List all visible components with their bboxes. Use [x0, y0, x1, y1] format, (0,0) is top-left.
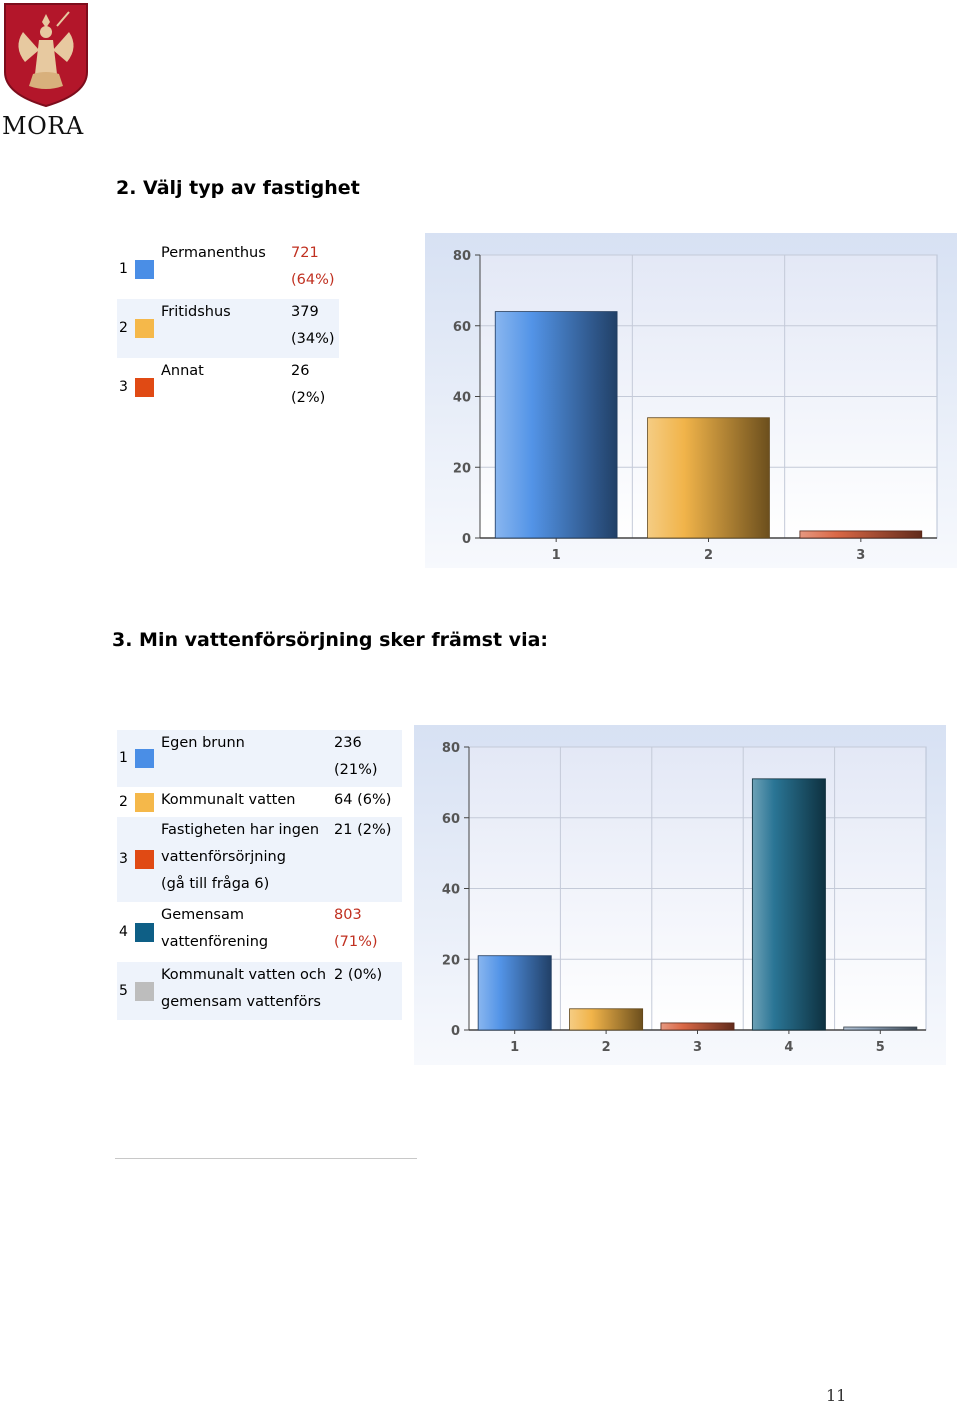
- color-swatch-icon: [135, 982, 154, 1001]
- legend-swatch-cell: [133, 730, 157, 787]
- legend-value: [330, 730, 402, 787]
- legend-label-line: Egen brunn: [161, 735, 245, 751]
- y-tick-label: 20: [452, 461, 471, 477]
- bar-5: [844, 1027, 917, 1030]
- x-tick-label: 3: [856, 548, 866, 563]
- legend-label: Permanenthus: [161, 245, 266, 261]
- question-3-legend: [117, 730, 402, 1020]
- legend-percent: (64%): [291, 272, 335, 288]
- legend-percent: (2%): [291, 390, 326, 406]
- legend-label-line: Kommunalt vatten och: [161, 967, 327, 983]
- legend-row: [117, 240, 339, 299]
- legend-swatch-cell: [133, 787, 157, 817]
- color-swatch-icon: [135, 749, 154, 768]
- legend-number: 2: [119, 793, 128, 810]
- legend-value: [330, 817, 402, 902]
- legend-percent: (21%): [334, 762, 378, 778]
- y-tick-label: 40: [441, 882, 460, 898]
- color-swatch-icon: [135, 378, 154, 397]
- legend-number: 1: [117, 730, 133, 787]
- legend-label: [157, 730, 330, 787]
- legend-value: [287, 240, 339, 299]
- legend-swatch-cell: [133, 902, 157, 962]
- footnote-separator: [115, 1158, 417, 1159]
- x-tick-label: 1: [551, 548, 561, 563]
- x-tick-label: 2: [601, 1040, 611, 1055]
- legend-row: [117, 787, 402, 817]
- mora-logo: [0, 0, 92, 140]
- legend-value: [330, 787, 402, 817]
- legend-swatch-cell: [133, 962, 157, 1020]
- legend-percent: (0%): [347, 967, 383, 983]
- color-swatch-icon: [135, 793, 154, 812]
- x-tick-label: 5: [875, 1040, 885, 1055]
- legend-count: 26: [291, 363, 310, 379]
- legend-number: 4: [119, 923, 128, 940]
- y-tick-label: 0: [450, 1024, 460, 1039]
- legend-percent: (6%): [357, 792, 392, 808]
- legend-row: [117, 299, 339, 358]
- color-swatch-icon: [135, 923, 154, 942]
- y-tick-label: 60: [441, 811, 460, 827]
- page-number: 11: [826, 1386, 847, 1405]
- legend-label: [157, 962, 330, 1020]
- legend-number: 5: [117, 962, 133, 1020]
- legend-label-line: vattenförening: [161, 934, 269, 950]
- legend-label-line: (gå till fråga 6): [161, 876, 270, 892]
- legend-row: [117, 817, 402, 902]
- legend-row: [117, 902, 402, 962]
- legend-label: [157, 817, 330, 902]
- question-3-title: 3. Min vattenförsörjning sker främst via:: [112, 629, 548, 651]
- legend-swatch-cell: [133, 358, 157, 417]
- legend-label-line: gemensam vattenförs: [161, 994, 321, 1010]
- legend-count: 21: [334, 822, 353, 838]
- legend-number: 1: [119, 261, 128, 277]
- bar-3: [800, 531, 922, 538]
- legend-label-line: vattenförsörjning: [161, 849, 286, 865]
- legend-value: [287, 299, 339, 358]
- legend-percent: (71%): [334, 934, 378, 950]
- legend-percent: (34%): [291, 331, 335, 347]
- bar-1: [495, 312, 617, 538]
- bar-4: [752, 779, 825, 1030]
- bar-1: [478, 956, 551, 1030]
- legend-label: Fritidshus: [157, 299, 287, 358]
- legend-number: 3: [119, 379, 128, 395]
- logo-text: MORA: [2, 112, 84, 140]
- legend-label-line: Kommunalt vatten: [161, 792, 296, 808]
- legend-swatch-cell: [133, 817, 157, 902]
- question-2-legend: [117, 240, 339, 417]
- legend-value: [287, 358, 339, 417]
- y-tick-label: 80: [441, 741, 460, 756]
- legend-label-line: Fastigheten har ingen: [161, 822, 320, 838]
- legend-percent: (2%): [357, 822, 392, 838]
- x-tick-label: 2: [703, 548, 714, 563]
- legend-label: [157, 787, 330, 817]
- legend-label: Annat: [161, 363, 204, 379]
- legend-count: 721: [291, 245, 319, 261]
- color-swatch-icon: [135, 850, 154, 869]
- bar-2: [648, 418, 770, 538]
- bar-3: [661, 1023, 734, 1030]
- legend-number: 3: [117, 817, 133, 902]
- y-tick-label: 60: [452, 319, 471, 335]
- legend-label-line: Gemensam: [161, 907, 244, 923]
- coat-of-arms-icon: [3, 2, 89, 108]
- question-3-bar-chart: [414, 725, 946, 1065]
- y-tick-label: 80: [452, 249, 471, 264]
- color-swatch-icon: [135, 319, 154, 338]
- legend-number: 2: [117, 299, 133, 358]
- legend-label: [157, 902, 330, 962]
- question-2-title: 2. Välj typ av fastighet: [116, 177, 360, 199]
- legend-count: 64: [334, 792, 353, 808]
- legend-count: 803: [334, 907, 362, 923]
- question-2-bar-chart: [425, 233, 957, 568]
- legend-count: 236: [334, 735, 362, 751]
- legend-value: [330, 962, 402, 1020]
- y-tick-label: 40: [452, 390, 471, 406]
- y-tick-label: 0: [461, 532, 471, 547]
- legend-row: [117, 962, 402, 1020]
- legend-row: [117, 358, 339, 417]
- bar-2: [570, 1009, 643, 1030]
- legend-count: 379: [291, 304, 319, 320]
- x-tick-label: 3: [692, 1040, 703, 1055]
- legend-count: 2: [334, 967, 344, 983]
- legend-swatch-cell: [133, 240, 157, 299]
- color-swatch-icon: [135, 260, 154, 279]
- y-tick-label: 20: [441, 953, 460, 969]
- legend-value: [330, 902, 402, 962]
- x-tick-label: 4: [784, 1040, 794, 1055]
- x-tick-label: 1: [510, 1040, 520, 1055]
- legend-swatch-cell: [133, 299, 157, 358]
- legend-row: [117, 730, 402, 787]
